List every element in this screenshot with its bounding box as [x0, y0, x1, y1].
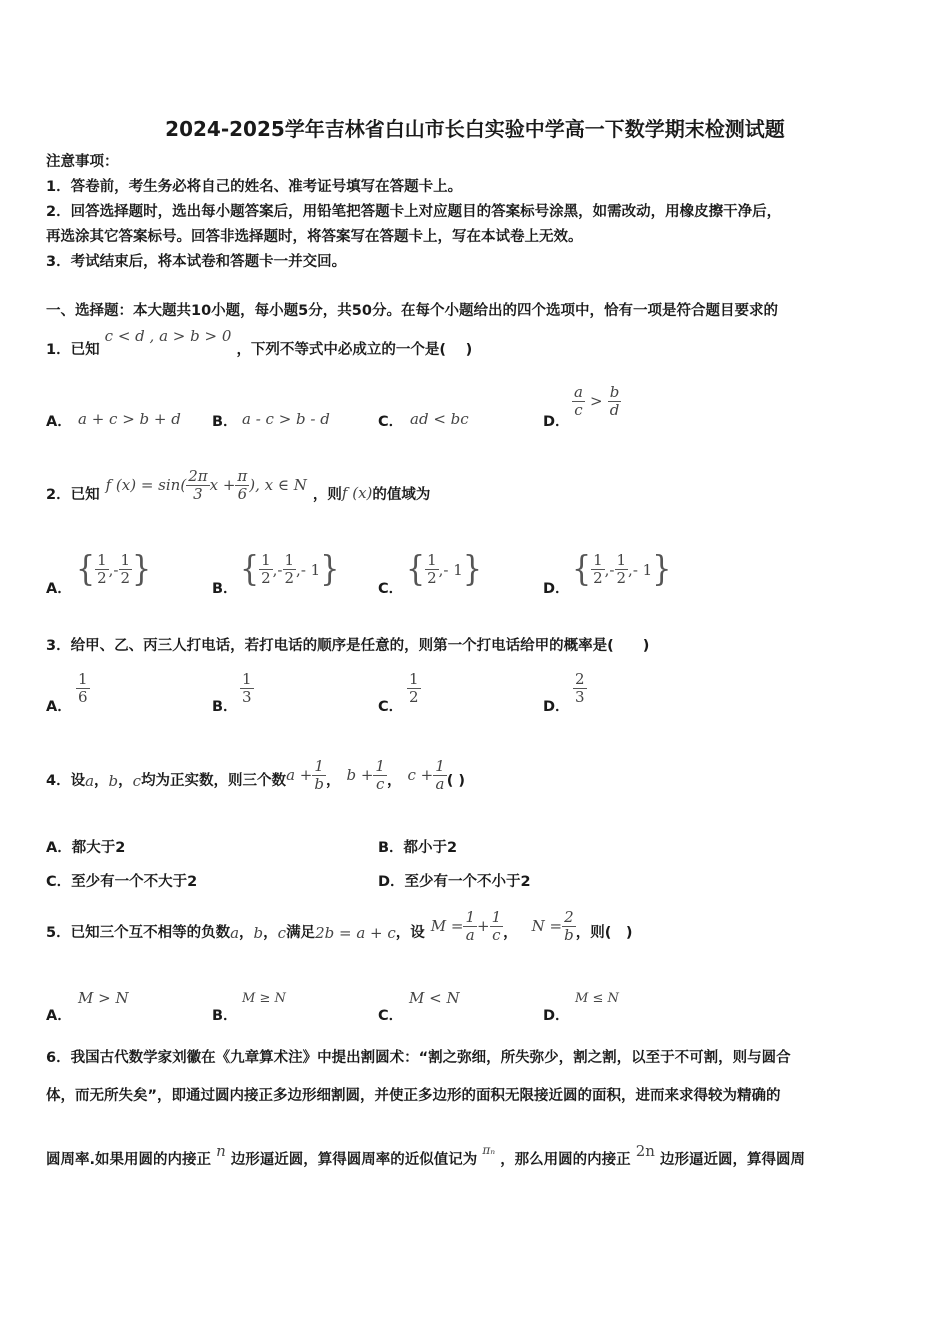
q1-option-a-label: A． [46, 414, 72, 430]
frac-num: 1 [435, 756, 445, 775]
frac-num: b [609, 383, 620, 401]
frac-num: 1 [465, 907, 476, 926]
q2-option-a [76, 549, 152, 590]
neg-one: - 1 [632, 560, 653, 579]
q1-option-d-label: D． [543, 414, 570, 430]
q6-text: 边形逼近圆，算得圆周 [660, 1152, 806, 1168]
var-c: c [132, 772, 142, 790]
q5-option-d-label: D． [543, 1008, 570, 1024]
q5-mid: 满足 [286, 925, 316, 941]
q5-number: 5．已知三个互不相等的负数 [46, 925, 231, 941]
minus: - [113, 560, 119, 579]
var-n: n [216, 1142, 226, 1160]
frac-num: 1 [97, 551, 107, 569]
brace-right: } [652, 549, 672, 590]
sep: ， [263, 925, 278, 941]
frac-num: 1 [616, 551, 627, 569]
q2-fn-end: ), x ∈ N [249, 476, 307, 494]
frac-den: b [314, 774, 324, 793]
q6-line-2: 体，而无所失矣”，即通过圆内接正多边形细割圆，并使正多边形的面积无限接近圆的面积，进而来求得较为精确的 [46, 1088, 781, 1104]
frac-den: c [492, 925, 501, 944]
frac-num: a [574, 383, 583, 401]
q1-option-b: a - c > b - d [242, 410, 330, 428]
frac-den: d [609, 401, 620, 419]
frac-den: 2 [593, 569, 603, 587]
frac-num: 1 [120, 551, 131, 569]
q4-tail: ( ) [446, 773, 466, 789]
gt-sign: > [590, 392, 603, 410]
q5-M [431, 909, 503, 944]
q4-option-a: A．都大于2 [46, 840, 126, 856]
q6-text: 边形逼近圆，算得圆周率的近似值记为 [230, 1152, 478, 1168]
frac-den: 3 [575, 688, 585, 706]
page-title: 2024-2025学年吉林省白山市长白实验中学高一下数学期末检测试题 [165, 117, 785, 141]
plus: + [477, 917, 490, 935]
q5-N [532, 909, 576, 944]
q1-option-c: ad < bc [410, 410, 469, 428]
notes-item: 再选涂其它答案标号。回答非选择题时，将答案写在答题卡上，写在本试卷上无效。 [46, 229, 583, 245]
q5-option-b: M ≥ N [242, 991, 286, 1006]
q6-line-1: 6．我国古代数学家刘徽在《九章算术注》中提出割圆术：“割之弥细，所失弥少，割之割，以至于不可割，则与圆合 [46, 1050, 791, 1066]
notes-item: 3．考试结束后，将本试卷和答题卡一并交回。 [46, 254, 347, 270]
q4-number: 4．设 [46, 773, 86, 789]
frac-den: a [465, 925, 475, 944]
var-b: b [253, 924, 264, 942]
q5-option-b-label: B． [212, 1008, 238, 1024]
frac-num: 1 [312, 758, 326, 776]
q3-option-b-label: B． [212, 699, 238, 715]
frac-den: 2 [97, 569, 107, 587]
N-lhs: N = [531, 917, 563, 935]
q1-option-d [572, 384, 621, 419]
frac-den: a [435, 774, 445, 793]
q3-option-c-label: C． [378, 699, 404, 715]
q5-option-c: M < N [409, 989, 460, 1007]
frac-num: 1 [427, 551, 437, 569]
brace-right: } [462, 549, 482, 590]
minus: - [277, 560, 283, 579]
q4-mid: 均为正实数，则三个数 [141, 773, 287, 789]
q2-option-c [406, 549, 482, 590]
neg-one: - 1 [443, 560, 463, 579]
neg-one: - 1 [300, 560, 321, 579]
q2-fn-mid: x + [209, 476, 236, 494]
q2-then: ，则 [312, 487, 342, 503]
q1-question: ，下列不等式中必成立的一个是( ) [236, 342, 473, 358]
var-c: c [277, 924, 287, 942]
frac-den: c [574, 401, 583, 419]
q2-function [106, 468, 307, 503]
q2-option-b-label: B． [212, 581, 238, 597]
q4-expr-2 [346, 758, 387, 793]
frac-num: 1 [593, 551, 603, 569]
q5-tail: ，则( ) [575, 925, 633, 941]
q3-option-d-label: D． [543, 699, 570, 715]
comma: , [108, 560, 114, 579]
q2-option-d-label: D． [543, 581, 570, 597]
expr-base: a + [286, 766, 313, 784]
q2-option-a-label: A． [46, 581, 72, 597]
frac-num: 1 [491, 907, 502, 926]
q6-text: ，那么用圆的内接正 [500, 1152, 631, 1168]
q4-expr-1 [286, 758, 326, 793]
frac-den: 3 [242, 688, 252, 706]
frac-num: π [237, 466, 248, 485]
comma: , [628, 560, 633, 579]
frac-num: 1 [261, 551, 271, 569]
frac-num: 1 [78, 670, 88, 688]
q1-option-b-label: B． [212, 414, 238, 430]
q6-line-3 [46, 1142, 806, 1171]
sep: ， [94, 773, 109, 789]
frac-num: 1 [284, 551, 295, 569]
frac-den: 3 [193, 484, 203, 503]
sep: ， [503, 925, 518, 941]
sep: ， [386, 773, 402, 789]
q2-tail: 的值域为 [372, 487, 431, 503]
q2-option-b [240, 549, 340, 590]
frac-den: 2 [284, 569, 295, 587]
q3-stem: 3．给甲、乙、丙三人打电话，若打电话的顺序是任意的，则第一个打电话给甲的概率是( ) [46, 638, 650, 654]
notes-heading: 注意事项： [46, 154, 119, 170]
q1-option-a: a + c > b + d [78, 410, 181, 428]
var-b: b [108, 772, 119, 790]
q2-stem [46, 466, 431, 520]
var-a: a [85, 772, 95, 790]
var-a: a [230, 924, 240, 942]
frac-den: 2 [616, 569, 627, 587]
frac-num: 2 [562, 909, 576, 927]
expr-base: c + [407, 766, 434, 784]
frac-den: 2 [427, 569, 437, 587]
frac-num: 1 [409, 670, 419, 688]
q1-number: 1．已知 [46, 342, 100, 358]
q2-option-d [572, 549, 672, 590]
minus: - [609, 560, 615, 579]
frac-num: 1 [242, 670, 252, 688]
q5-option-a: M > N [78, 989, 129, 1007]
frac-num: 2π [188, 466, 208, 485]
M-lhs: M = [430, 917, 464, 935]
notes-item: 1．答卷前，考生务必将自己的姓名、准考证号填写在答题卡上。 [46, 179, 463, 195]
frac-den: b [564, 925, 574, 944]
brace-left: { [406, 549, 426, 590]
q6-text: 圆周率.如果用圆的内接正 [46, 1152, 212, 1168]
frac-num: 1 [375, 756, 385, 775]
q4-option-d: D．至少有一个不小于2 [378, 874, 531, 890]
q4-stem [46, 756, 465, 806]
frac-den: c [375, 774, 385, 793]
frac-num: 2 [575, 670, 585, 688]
brace-right: } [320, 549, 340, 590]
frac-den: 2 [120, 569, 131, 587]
q3-option-a [76, 671, 90, 706]
expr-base: b + [346, 766, 374, 784]
frac-den: 6 [237, 484, 248, 503]
q2-number: 2．已知 [46, 487, 100, 503]
brace-left: { [76, 549, 96, 590]
section-heading: 一、选择题：本大题共10小题，每小题5分，共50分。在每个小题给出的四个选项中，恰有一项是符合题目要求的 [46, 303, 778, 319]
two-n: 2n [635, 1142, 655, 1160]
q5-stem [46, 908, 632, 958]
q5-option-c-label: C． [378, 1008, 404, 1024]
q3-option-a-label: A． [46, 699, 72, 715]
q4-option-c: C．至少有一个不大于2 [46, 874, 198, 890]
q4-expr-3 [407, 758, 446, 793]
comma: , [296, 560, 301, 579]
q3-option-b [240, 671, 254, 706]
brace-left: { [572, 549, 592, 590]
q3-option-d [573, 671, 587, 706]
pi-n: πₙ [482, 1143, 496, 1157]
q3-option-c [407, 671, 421, 706]
brace-right: } [132, 549, 152, 590]
comma: , [604, 560, 610, 579]
sep: ， [118, 773, 133, 789]
q2-option-c-label: C． [378, 581, 404, 597]
frac-den: 2 [261, 569, 271, 587]
q4-option-b: B．都小于2 [378, 840, 458, 856]
frac-den: 6 [78, 688, 88, 706]
q1-condition: c < d , a > b > 0 [104, 327, 232, 345]
q2-fn-start: f (x) = sin( [105, 476, 187, 494]
sep: ， [325, 773, 341, 789]
notes-item: 2．回答选择题时，选出每小题答案后，用铅笔把答题卡上对应题目的答案标号涂黑，如需改动，用橡皮擦干净后， [46, 204, 782, 220]
brace-left: { [240, 549, 260, 590]
q5-condition: 2b = a + c [315, 924, 396, 942]
q5-set: ，设 [395, 925, 425, 941]
sep: ， [239, 925, 254, 941]
q1-stem [46, 327, 473, 361]
frac-den: 2 [409, 688, 419, 706]
comma: , [272, 560, 278, 579]
comma: , [438, 560, 444, 579]
q1-option-c-label: C． [378, 414, 404, 430]
q2-fx: f (x) [341, 484, 373, 502]
q5-option-a-label: A． [46, 1008, 72, 1024]
q5-option-d: M ≤ N [575, 991, 619, 1006]
